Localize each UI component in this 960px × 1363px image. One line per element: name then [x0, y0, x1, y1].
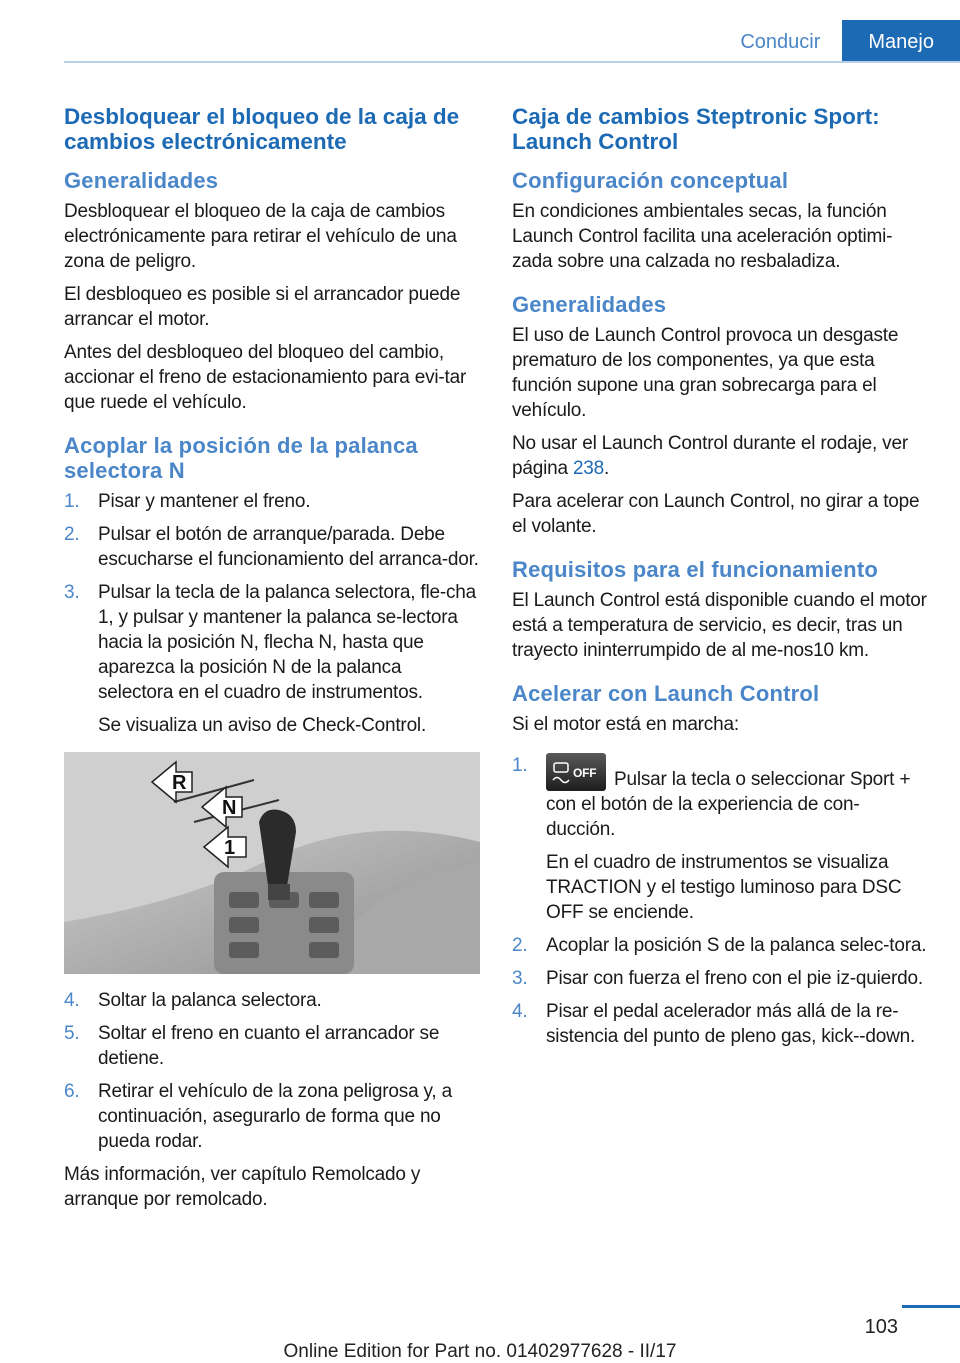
heading-config: Configuración conceptual	[512, 168, 789, 193]
dsc-off-icon	[546, 753, 606, 791]
arrow-1-label: 1	[224, 837, 236, 859]
steps-list-launch	[512, 753, 928, 1049]
paragraph: En condiciones ambientales secas, la función Launch Control facilita una aceleración optimi-zada sobre una calzada no resbaladiza.	[512, 201, 893, 272]
heading-generalidades: Generalidades	[512, 292, 667, 317]
section-title-launch-control: Caja de cambios Steptronic Sport: Launch Control	[512, 104, 880, 154]
list-item: 1. Pisar y mantener el freno.	[64, 491, 311, 512]
header-tabs	[718, 20, 960, 62]
right-column	[512, 104, 928, 1057]
header-rule	[64, 61, 960, 63]
steps-list-b	[64, 988, 480, 1154]
tab-manejo[interactable]: Manejo	[842, 20, 960, 62]
tab-conducir[interactable]: Conducir	[718, 20, 842, 62]
list-item: 4. Pisar el pedal acelerador más allá de la re-sistencia del punto de pleno gas, kick--down.	[512, 1001, 916, 1047]
paragraph: Para acelerar con Launch Control, no girar a tope el volante.	[512, 491, 920, 537]
paragraph: El Launch Control está disponible cuando el motor está a temperatura de servicio, es decir, tras un trayecto ininterrumpido de al me-nos10 km.	[512, 590, 927, 661]
gear-selector-image	[64, 752, 480, 974]
heading-acelerar: Acelerar con Launch Control	[512, 681, 820, 706]
list-item: 2. Pulsar el botón de arranque/parada. Debe escucharse el funcionamiento del arranca-dor.	[64, 524, 479, 570]
paragraph: No usar el Launch Control durante el rodaje, ver página 238.	[512, 433, 908, 479]
paragraph: Antes del desbloqueo del bloqueo del cambio, accionar el freno de estacionamiento para evi-tar que ruede el vehículo.	[64, 342, 467, 413]
paragraph: El uso de Launch Control provoca un desgaste prematuro de los componentes, ya que esta función supone una gran sobrecarga para el vehículo.	[512, 325, 899, 421]
paragraph: Si el motor está en marcha:	[512, 714, 739, 735]
section-title-desbloquear: Desbloquear el bloqueo de la caja de cambios electrónicamente	[64, 104, 460, 154]
arrow-r-label: R	[172, 772, 187, 794]
steps-list-a	[64, 489, 480, 738]
gear-selector-illustration	[64, 752, 480, 974]
list-item: 3. Pulsar la tecla de la palanca selectora, fle-cha 1, y pulsar y mantener la palanca se-lectora hacia la posición N, flecha N, hasta que aparezca la posición N de la palanca selectora en el cuadro de instrumentos. Se visualiza un aviso de Check-Control.	[64, 582, 477, 736]
page-number: 103	[864, 1316, 898, 1338]
page-link[interactable]: 238	[572, 458, 605, 479]
paragraph: El desbloqueo es posible si el arrancador puede arrancar el motor.	[64, 284, 461, 330]
heading-acoplar: Acoplar la posición de la palanca selectora N	[64, 433, 418, 483]
list-item: 5. Soltar el freno en cuanto el arrancador se detiene.	[64, 1023, 440, 1069]
paragraph-more-info: Más información, ver capítulo Remolcado y arranque por remolcado.	[64, 1164, 421, 1210]
list-item: 2. Acoplar la posición S de la palanca selec-tora.	[512, 935, 927, 956]
left-column	[64, 104, 480, 1220]
list-item: 3. Pisar con fuerza el freno con el pie iz-quierdo.	[512, 968, 923, 989]
footer-rule	[902, 1305, 960, 1308]
heading-requisitos: Requisitos para el funcionamiento	[512, 557, 878, 582]
list-item: 1. OFF Pulsar la tecla o seleccionar Sport + con el botón de la experiencia de con-ducción. En el cuadro de instrumentos se visualiza TRACTION y el testigo luminoso para DSC OFF se enciende.	[512, 755, 911, 923]
list-item: 6. Retirar el vehículo de la zona peligrosa y, a continuación, asegurarlo de forma que no pueda rodar.	[64, 1081, 452, 1152]
list-item: 4. Soltar la palanca selectora.	[64, 990, 322, 1011]
dsc-off-label: OFF	[573, 766, 597, 780]
heading-generalidades: Generalidades	[64, 168, 219, 193]
paragraph: Desbloquear el bloqueo de la caja de cambios electrónicamente para retirar el vehículo de una zona de peligro.	[64, 201, 457, 272]
edition-footer: Online Edition for Part no. 01402977628 - II/17	[283, 1341, 677, 1362]
arrow-n-label: N	[222, 797, 237, 819]
